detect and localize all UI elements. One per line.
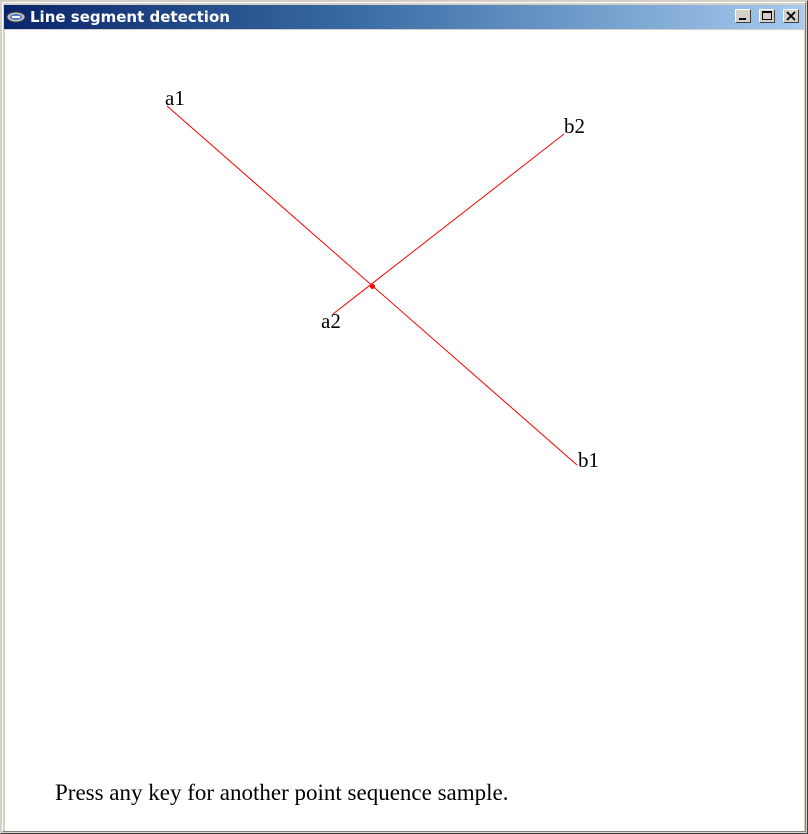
title-bar[interactable] (4, 5, 804, 29)
segment-plot (5, 30, 804, 831)
label-b2: b2 (564, 114, 585, 138)
window-title: Line segment detection (30, 8, 230, 26)
label-a2: a2 (321, 309, 341, 333)
label-b1: b1 (578, 448, 599, 472)
maximize-button[interactable] (759, 9, 775, 23)
drawing-canvas[interactable] (5, 30, 804, 831)
maximize-icon (760, 10, 774, 22)
intersection-point (370, 284, 375, 289)
close-button[interactable] (783, 9, 799, 23)
minimize-icon (736, 10, 750, 22)
label-a1: a1 (165, 86, 185, 110)
instruction-text: Press any key for another point sequence sample. (55, 780, 509, 805)
minimize-button[interactable] (735, 9, 751, 23)
app-window-icon[interactable] (6, 11, 26, 23)
segment-b (333, 134, 564, 314)
close-icon (784, 10, 798, 22)
